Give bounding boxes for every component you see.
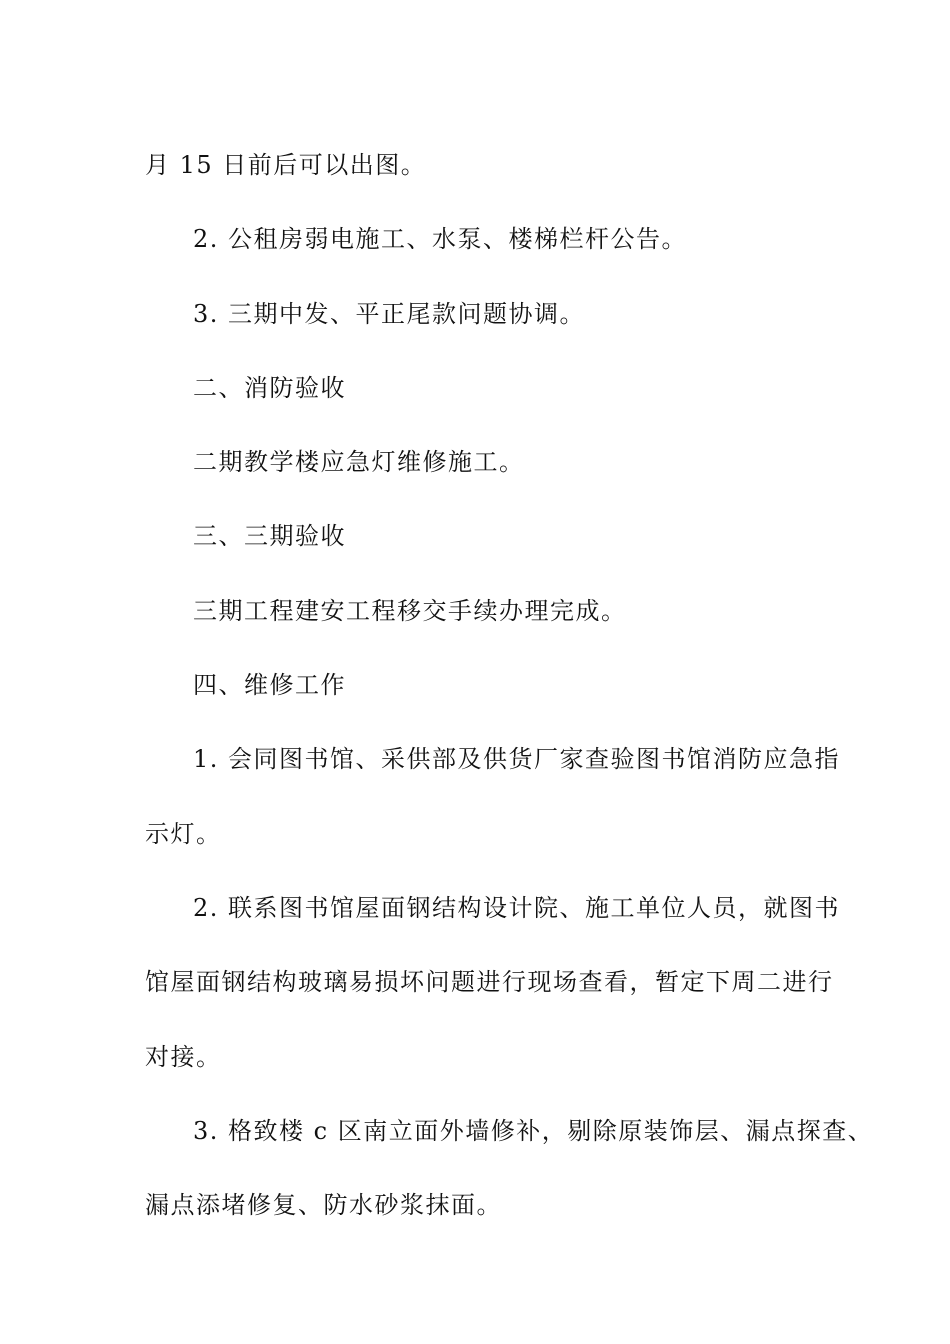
item-public-housing: 2. 公租房弱电施工、水泵、楼梯栏杆公告。 bbox=[193, 225, 688, 254]
phase3-acceptance-text: 三期工程建安工程移交手续办理完成。 bbox=[193, 596, 627, 625]
maintenance-item-1-line-1: 1. 会同图书馆、采供部及供货厂家查验图书馆消防应急指 bbox=[193, 745, 841, 774]
fire-acceptance-text: 二期教学楼应急灯维修施工。 bbox=[193, 448, 525, 477]
maintenance-item-2-line-3: 对接。 bbox=[145, 1042, 222, 1071]
maintenance-item-3-line-1: 3. 格致楼 c 区南立面外墙修补，剔除原装饰层、漏点探查、 bbox=[193, 1116, 874, 1145]
maintenance-item-2-line-2: 馆屋面钢结构玻璃易损坏问题进行现场查看，暂定下周二进行 bbox=[145, 968, 834, 997]
maintenance-item-1-line-2: 示灯。 bbox=[145, 819, 222, 848]
section-heading-phase3-acceptance: 三、三期验收 bbox=[193, 522, 346, 551]
section-heading-fire-acceptance: 二、消防验收 bbox=[193, 373, 346, 402]
maintenance-item-2-line-1: 2. 联系图书馆屋面钢结构设计院、施工单位人员，就图书 bbox=[193, 893, 841, 922]
section-heading-maintenance: 四、维修工作 bbox=[193, 671, 346, 700]
document-body bbox=[145, 128, 874, 1242]
item-phase3-payment: 3. 三期中发、平正尾款问题协调。 bbox=[193, 299, 586, 328]
continuation-line-drawing-date: 月 15 日前后可以出图。 bbox=[145, 151, 427, 179]
maintenance-item-3-line-2: 漏点添堵修复、防水砂浆抹面。 bbox=[145, 1191, 502, 1220]
